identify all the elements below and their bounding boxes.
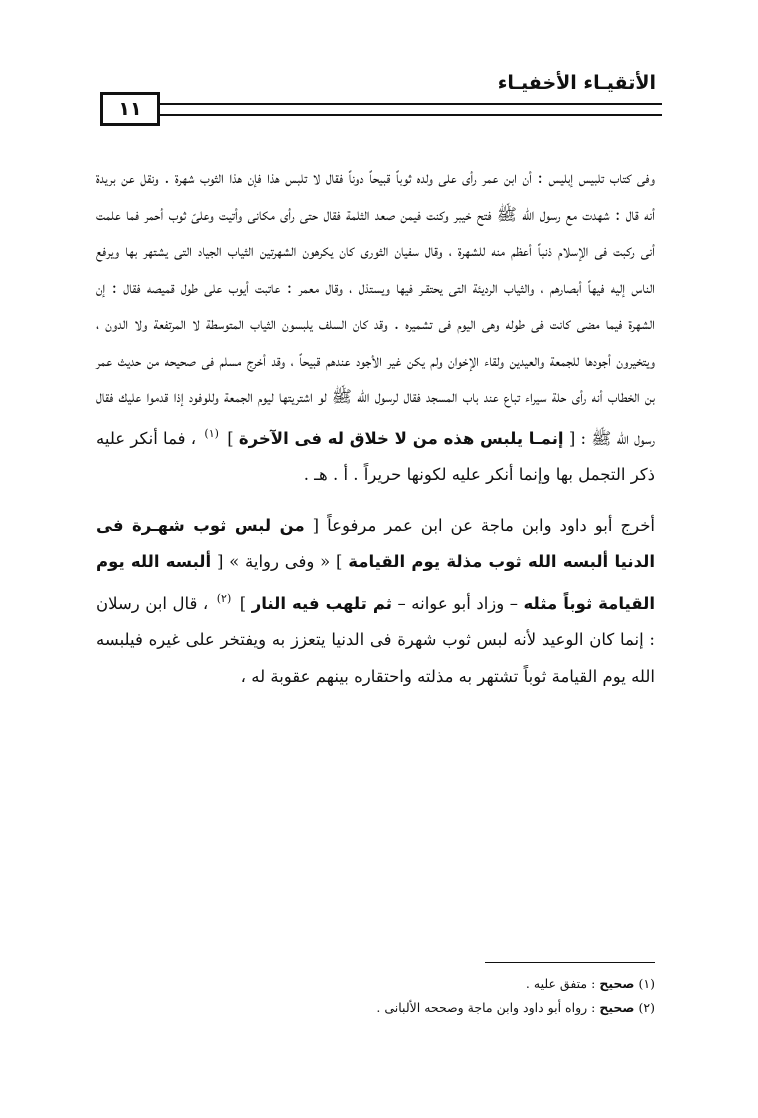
footnote-ref-1: (١)	[204, 426, 219, 440]
footnote-grade: صحيح	[599, 1000, 635, 1015]
footnote-text: : رواه أبو داود وابن ماجة وصححه الألبانى .	[376, 1000, 596, 1015]
footnote-ref-2: (٢)	[216, 591, 232, 605]
page-number-box	[100, 92, 160, 126]
footnote-2	[96, 996, 655, 1020]
page-header	[100, 60, 662, 132]
footnote-number: (٢)	[638, 1000, 655, 1015]
main-text	[96, 160, 655, 695]
paragraph-2	[96, 508, 655, 696]
footnotes	[96, 972, 655, 1020]
addition-text: – وزاد أبو عوانه –	[397, 593, 518, 613]
page-number: ١١	[118, 98, 142, 120]
running-title: الأتقيـاء الأخفيـاء	[497, 72, 656, 94]
header-rule-lower	[160, 114, 662, 116]
paragraph-2-tail: ، قال ابن رسلان : إنما كان الوعيد لأنه لبس ثوب شهرة فى الدنيا يتعزز به ويفتخر على غيره فيلبسه الله يوم القيامة ثوباً تشتهر به مذلته واحتقاره بينهم عقوبة له ،	[96, 593, 655, 686]
hadith-quote: ثم تلهب فيه النار	[251, 593, 392, 613]
footnote-divider	[485, 962, 655, 963]
bracket-close: ]	[227, 428, 234, 448]
paragraph-1	[96, 160, 655, 494]
riwaya-text: ] « وفى رواية » [	[216, 552, 343, 571]
hadith-quote: إنمـا يلبس هذه من لا خلاق له فى الآخرة	[238, 428, 564, 448]
hadith-quote: ألبسه الله يوم القيامة ثوباً مثله	[96, 552, 656, 613]
hadith-quote: من لبس ثوب شهـرة فى الدنيا ألبسه الله ثوب مذلة يوم القيامة	[96, 515, 655, 571]
footnote-1	[96, 972, 655, 996]
footnote-text: : متفق عليه .	[525, 976, 596, 991]
header-rule-upper	[160, 103, 662, 105]
bracket-close: ]	[239, 593, 247, 613]
footnote-grade: صحيح	[599, 976, 635, 991]
paragraph-1-tail: ، فما أنكر عليه ذكر التجمل بها وإنما أنكر عليه لكونها حريراً . أ . هـ .	[96, 428, 655, 484]
paragraph-1-text: وفى كتاب تلبيس إبليس : أن ابن عمر رأى على ولده ثوباً قبيحاً دوناً فقال لا تلبس هذا فإن هذا الثوب شهرة . ونقل عن بريدة أنه قال : شهدت مع رسول الله ﷺ فتح خيبر وكنت فيمن صعد الثلمة فقال حتى رأى مكانى وأتيت وعلىّ ثوب أحمر فما علمت أنى ركبت فى الإسلام ذنباً أعظم منه للشهرة ، وقال سفيان الثورى كان يكرهون الشهرتين الثياب الجياد التى يشتهر بها ويرفع الناس إليه فيهاً أبصارهم ، والثياب الرديئة التى يحتقـر فيها ويستذل ، وقال معمر : عاتبت أيوب على طول قميصه فقال : إن الشهرة فيما مضى كانت فى طوله وهى اليوم فى تشميره . وقد كان السلف يلبسون الثياب المتوسطة لا المرتفعة ولا الدون ، ويتخيرون أجودها للجمعة والعيدين ولقاء الإخوان ولم يكن غير الأجود عندهم قبيحاً ، وقد أخرج مسلم فى صحيحه من حديث عمر بن الخطاب أنه رأى حلة سيراء تباع عند باب المسجد فقال لرسول الله ﷺ لو اشتريتها ليوم الجمعة وللوفود إذا قدموا عليك فقال رسول الله ﷺ : [	[96, 168, 656, 448]
footnote-number: (١)	[638, 976, 655, 991]
paragraph-2-intro: أخرج أبو داود وابن ماجة عن ابن عمر مرفوعاً [	[312, 515, 655, 535]
